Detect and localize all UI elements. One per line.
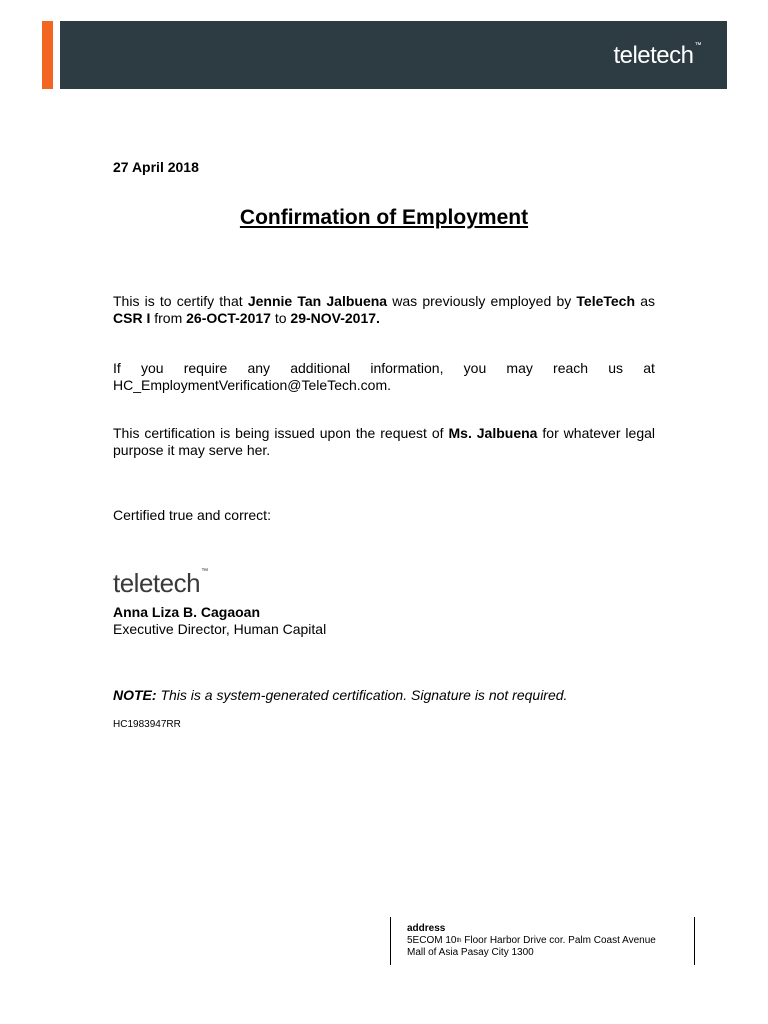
word: additional — [290, 360, 351, 376]
requester-name: Ms. Jalbuena — [448, 425, 538, 441]
letter-title: Confirmation of Employment — [239, 206, 529, 229]
text-segment: This certification is being issued upon the request of — [113, 425, 449, 441]
address-divider-right — [694, 917, 695, 965]
address-text: Floor Harbor Drive cor. Palm Coast Avenue — [461, 935, 656, 946]
certification-statement: Certified true and correct: — [113, 507, 271, 523]
header-band — [60, 21, 727, 89]
address-line-2: Mall of Asia Pasay City 1300 — [407, 947, 534, 958]
word: require — [183, 360, 228, 376]
word: may — [506, 360, 533, 376]
signature-logo — [113, 568, 208, 599]
address-divider-left — [390, 917, 391, 965]
word: If — [113, 360, 121, 376]
address-text: 5ECOM 10 — [407, 935, 457, 946]
address-line-1 — [407, 935, 656, 947]
text-segment: was previously employed by — [387, 293, 577, 309]
reference-code: HC1983947RR — [113, 719, 181, 730]
word: reach — [553, 360, 589, 376]
word: information, — [370, 360, 444, 376]
logo-text: teletech — [613, 42, 694, 69]
note-text: This is a system-generated certification. Signature is not required. — [156, 687, 568, 703]
contact-line-1 — [113, 360, 655, 377]
request-paragraph — [113, 425, 655, 459]
position-title: CSR I — [113, 310, 151, 326]
trademark-mark: ™ — [694, 42, 701, 49]
word: you — [140, 360, 164, 376]
employment-paragraph — [113, 293, 655, 327]
text-segment: to — [270, 310, 291, 326]
signer-name: Anna Liza B. Cagaoan — [113, 604, 261, 620]
signer-title: Executive Director, Human Capital — [113, 621, 327, 637]
company-name: TeleTech — [576, 293, 636, 309]
address-label: address — [407, 923, 446, 934]
text-segment: as — [635, 293, 655, 309]
address-block — [407, 923, 656, 959]
word: any — [247, 360, 271, 376]
letter-date: 27 April 2018 — [113, 159, 199, 175]
text-segment: for whatever legal purpose it may serve her. — [113, 425, 655, 458]
end-date: 29-NOV-2017. — [290, 310, 380, 326]
verification-email: HC_EmploymentVerification@TeleTech.com. — [113, 377, 391, 393]
teletech-logo — [613, 42, 701, 70]
note-label: NOTE: — [113, 687, 157, 703]
text-segment: This is to certify that — [113, 293, 248, 309]
header-accent-bar — [42, 21, 53, 89]
signature-logo-text: teletech — [113, 568, 201, 598]
system-note — [113, 687, 567, 703]
start-date: 26-OCT-2017 — [186, 310, 271, 326]
ordinal-suffix: th — [456, 938, 462, 944]
trademark-mark: ™ — [201, 568, 208, 575]
contact-paragraph — [113, 360, 655, 394]
employee-name: Jennie Tan Jalbuena — [247, 293, 388, 309]
word: us — [608, 360, 624, 376]
word: at — [643, 360, 655, 376]
text-segment: from — [150, 310, 187, 326]
word: you — [463, 360, 487, 376]
